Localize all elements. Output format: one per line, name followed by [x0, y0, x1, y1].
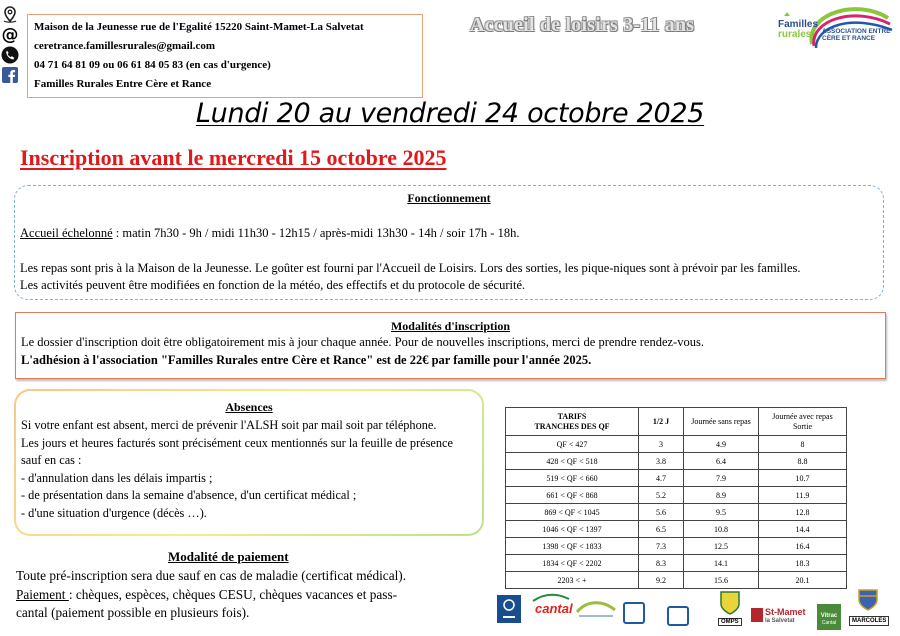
table-cell: 15.6: [684, 572, 759, 589]
table-cell: 14.4: [759, 521, 847, 538]
stmamet-crest-icon: [751, 608, 763, 622]
table-cell: 9.2: [639, 572, 684, 589]
cantal-logo: cantal: [535, 601, 573, 616]
omps-label: OMPS: [718, 618, 742, 626]
contact-email[interactable]: ceretrance.famillesrurales@gmail.com: [34, 40, 216, 52]
fonctionnement-title: Fonctionnement: [407, 191, 491, 205]
caf-logo-icon: [497, 595, 521, 623]
table-cell: 9.5: [684, 504, 759, 521]
table-row: [506, 453, 847, 470]
paiement-label: Paiement: [16, 586, 69, 602]
table-cell: 7.9: [684, 470, 759, 487]
table-cell: 8.8: [759, 453, 847, 470]
table-row: [506, 521, 847, 538]
partner-logos: [495, 588, 895, 634]
vitrac-label1: Vitrac: [820, 613, 838, 619]
table-cell: 7.3: [639, 538, 684, 555]
vitrac-label2: Cantal: [821, 620, 837, 626]
absences-line2: Les jours et heures facturés sont précisément ceux mentionnés sur la feuille de présence: [21, 435, 453, 450]
page-title: Accueil de loisirs 3-11 ans: [470, 14, 695, 36]
table-cell: 12.5: [684, 538, 759, 555]
fonctionnement-line1: Les repas sont pris à la Maison de la Jeunesse. Le goûter est fourni par l'Accueil de Loisirs. Lors des sorties, les pique-niques sont à prévoir par les familles.: [20, 261, 801, 275]
contact-box: [27, 14, 423, 98]
modalites-line2: L'adhésion à l'association "Familles Rurales entre Cère et Rance" est de 22€ par famille pour l'année 2025.: [21, 353, 592, 367]
accueil-label: Accueil échelonné: [20, 226, 113, 240]
marcoles-label: MARCOLES: [849, 616, 889, 626]
table-cell: 4.9: [684, 436, 759, 453]
cantal-swoosh-icon: [531, 593, 571, 603]
table-cell: 1046 < QF < 1397: [506, 521, 639, 538]
logo-assoc-line1: ASSOCIATION ENTRE: [822, 28, 891, 35]
inscription-deadline: Inscription avant le mercredi 15 octobre 2025: [20, 145, 447, 170]
header-tranches: TARIFS TRANCHES DES QF: [506, 408, 639, 436]
modalites-line1: Le dossier d'inscription doit être obligatoirement mis à jour chaque année. Pour de nouvelles inscriptions, merci de prendre rendez-vous.: [21, 335, 704, 349]
table-row: [506, 504, 847, 521]
absences-line4: - d'annulation dans les délais impartis ;: [21, 470, 213, 485]
paiement-line3: cantal (paiement possible en plusieurs fois).: [16, 605, 250, 620]
marcoles-crest-icon: [857, 588, 879, 612]
familles-logo-1-icon: [623, 602, 645, 624]
logo-assoc-line2: CÈRE ET RANCE: [822, 35, 876, 42]
accueil-line: [20, 226, 519, 241]
phone-icon: [1, 46, 19, 64]
table-cell: 8.3: [639, 555, 684, 572]
dates-heading: [0, 98, 900, 129]
table-row: [506, 572, 847, 589]
table-cell: 428 < QF < 518: [506, 453, 639, 470]
table-cell: 661 < QF < 868: [506, 487, 639, 504]
table-cell: QF < 427: [506, 436, 639, 453]
table-cell: 6.5: [639, 521, 684, 538]
table-row: [506, 436, 847, 453]
table-cell: 14.1: [684, 555, 759, 572]
header-avec-repas: Journée avec repas Sortie: [759, 408, 847, 436]
paiement-line2: : chèques, espèces, chèques CESU, chèques vacances et pass-: [68, 586, 398, 602]
table-cell: 20.1: [759, 572, 847, 589]
dates-text: Lundi 20 au vendredi 24 octobre 2025: [195, 98, 705, 129]
modalites-title: Modalités d'inscription: [390, 319, 510, 333]
paiement-line1: Toute pré-inscription sera due sauf en cas de maladie (certificat médical).: [16, 568, 407, 583]
absences-box: [14, 389, 484, 536]
absences-line6: - d'une situation d'urgence (décès …).: [21, 505, 207, 520]
table-cell: 2203 < +: [506, 572, 639, 589]
table-cell: 8: [759, 436, 847, 453]
facebook-icon: [1, 66, 19, 84]
contact-phone: 04 71 64 81 09 ou 06 61 84 05 83 (en cas d'urgence): [34, 59, 271, 71]
table-cell: 3: [639, 436, 684, 453]
table-cell: 3.8: [639, 453, 684, 470]
table-row: [506, 470, 847, 487]
location-pin-icon: [1, 6, 19, 24]
fonctionnement-box: [14, 185, 884, 300]
absences-line3: sauf en cas :: [21, 453, 82, 467]
modalites-box: [15, 312, 886, 379]
table-row: [506, 555, 847, 572]
table-cell: 5.6: [639, 504, 684, 521]
table-cell: 10.7: [759, 470, 847, 487]
header-sans-repas: Journée sans repas: [684, 408, 759, 436]
contact-icons: [1, 6, 21, 86]
table-cell: 1834 < QF < 2202: [506, 555, 639, 572]
contact-facebook: Familles Rurales Entre Cère et Rance: [34, 78, 212, 90]
table-cell: 18.3: [759, 555, 847, 572]
table-cell: 5.2: [639, 487, 684, 504]
table-cell: 4.7: [639, 470, 684, 487]
familles-rurales-logo: [776, 4, 894, 52]
header-demi-journee: 1/2 J: [639, 408, 684, 436]
table-row: [506, 538, 847, 555]
omps-crest-icon: [719, 590, 741, 616]
table-cell: 12.8: [759, 504, 847, 521]
table-cell: 869 < QF < 1045: [506, 504, 639, 521]
table-row: [506, 487, 847, 504]
absences-title: Absences: [225, 400, 273, 414]
table-cell: 519 < QF < 660: [506, 470, 639, 487]
vitrac-logo: [817, 604, 841, 630]
paiement-text: [16, 567, 466, 623]
familles-logo-2-icon: [667, 606, 689, 626]
table-cell: 11.9: [759, 487, 847, 504]
contact-address: Maison de la Jeunesse rue de l'Egalité 15220 Saint-Mamet-La Salvetat: [34, 21, 364, 33]
table-cell: 1398 < QF < 1833: [506, 538, 639, 555]
msa-region-logo-icon: [575, 598, 617, 620]
stmamet-label2: la Salvetat: [765, 618, 795, 624]
absences-line5: - de présentation dans la semaine d'absence, d'un certificat médical ;: [21, 488, 357, 502]
logo-line1: Familles: [778, 19, 819, 30]
fonctionnement-line2: Les activités peuvent être modifiées en fonction de la météo, des effectifs et du protocole de sécurité.: [20, 278, 526, 292]
absences-line1: Si votre enfant est absent, merci de prévenir l'ALSH soit par mail soit par téléphone.: [21, 418, 437, 432]
tarifs-header-row: [506, 408, 847, 436]
accueil-text: : matin 7h30 - 9h / midi 11h30 - 12h15 / après-midi 13h30 - 14h / soir 17h - 18h.: [112, 226, 520, 240]
logo-line2: rurales: [778, 29, 812, 40]
stmamet-label1: St-Mamet: [765, 607, 806, 617]
tarifs-table: [505, 407, 847, 589]
table-cell: 8.9: [684, 487, 759, 504]
table-cell: 16.4: [759, 538, 847, 555]
table-cell: 10.8: [684, 521, 759, 538]
paiement-title: Modalité de paiement: [168, 549, 289, 564]
table-cell: 6.4: [684, 453, 759, 470]
at-sign-icon: @: [1, 25, 19, 45]
